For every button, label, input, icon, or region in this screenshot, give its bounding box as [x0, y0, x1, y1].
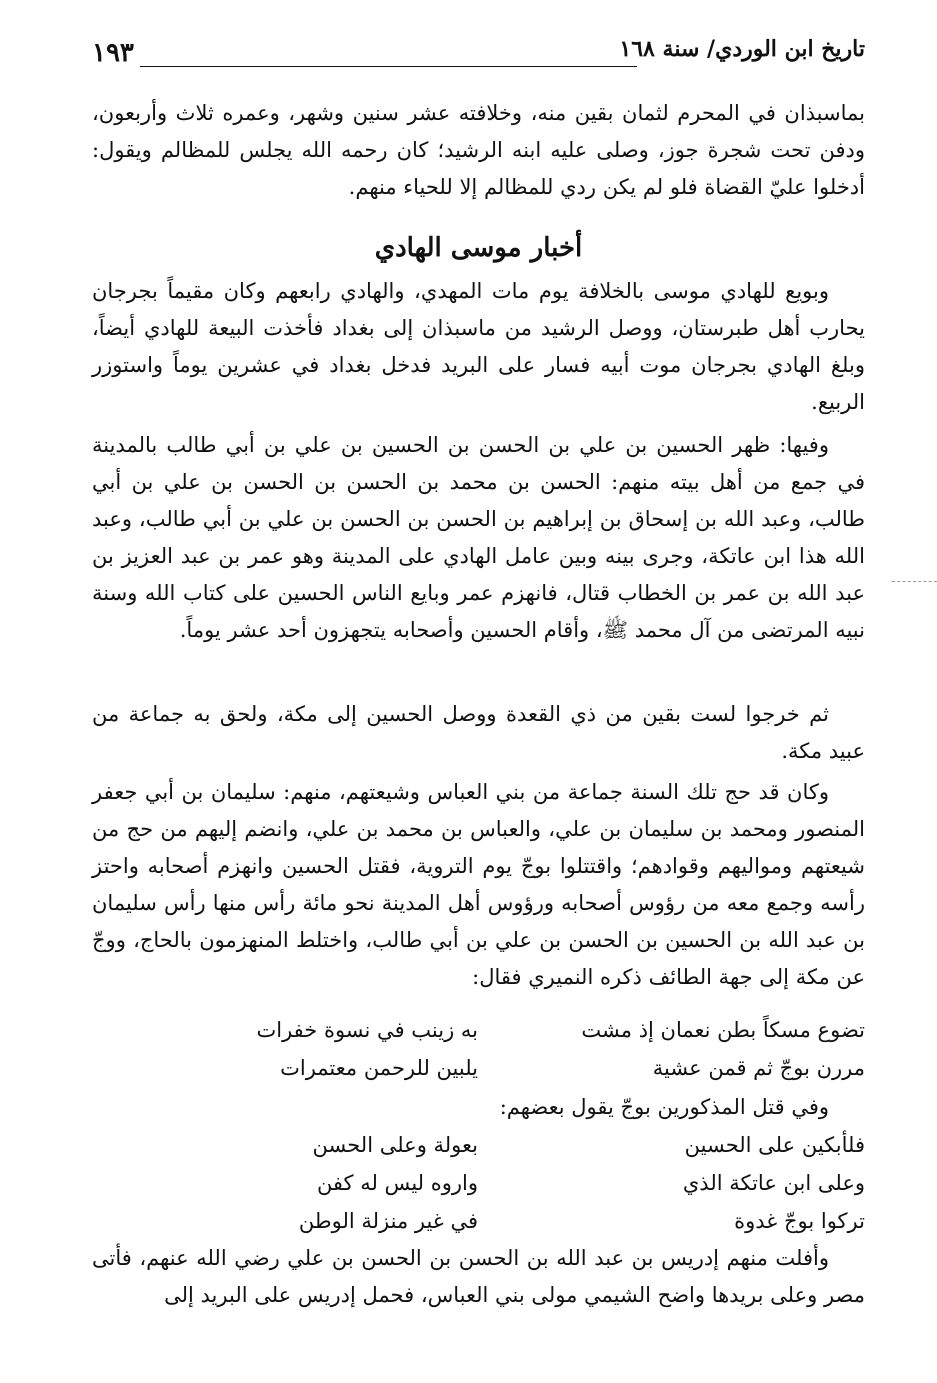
paragraph-text: ثم خرجوا لست بقين من ذي القعدة ووصل الحسين إلى مكة، ولحق به جماعة من عبيد مكة.: [92, 702, 865, 763]
paragraph-text: وفيها: ظهر الحسين بن علي بن الحسن بن الحسين بن علي بن أبي طالب بالمدينة في جمع من أهل بيته منهم: الحسن بن محمد بن الحسن بن الحسن بن علي بن أبي طالب، وعبد الله بن إسحاق بن إبراهيم بن الحسن بن الحسن بن علي بن أبي طالب، وعبد الله هذا ابن عاتكة، وجرى بينه وبين عامل الهادي على المدينة وهو عمر بن عبد العزيز بن عبد الله بن عمر بن الخطاب قتال، فانهزم عمر وبايع الناس الحسين على كتاب الله وسنة نبيه المرتضى من آل محمد ﷺ، وأقام الحسين وأصحابه يتجهزون أحد عشر يوماً.: [92, 433, 865, 642]
running-header: [92, 34, 865, 74]
verse-first-hemistich: تضوع مسكاً بطن نعمان إذ مشت: [581, 1018, 865, 1042]
verse-first-hemistich: مررن بوجّ ثم قمن عشية: [652, 1056, 865, 1080]
paragraph-text: وكان قد حج تلك السنة جماعة من بني العباس وشيعتهم، منهم: سليمان بن أبي جعفر المنصور ومحمد بن سليمان بن علي، والعباس بن محمد بن علي، وانضم إليهم من حج من شيعتهم ومواليهم وقوادهم؛ واقتتلوا بوجّ يوم التروية، فقتل الحسين وانهزم أصحابه واحتز رأسه وجمع معه من رؤوس أصحابه ورؤوس أهل المدينة نحو مائة رأس منها رأس سليمان بن عبد الله بن الحسين بن الحسن بن علي بن أبي طالب، واختلط المنهزمون بالحاج، ووجّ عن مكة إلى جهة الطائف ذكره النميري فقال:: [92, 780, 865, 989]
poem-verse: [92, 1127, 865, 1163]
verse-second-hemistich: واروه ليس له كفن: [316, 1171, 478, 1195]
scan-artifact-line: [892, 581, 937, 582]
paragraph-text: وبويع للهادي موسى بالخلافة يوم مات المهدي، والهادي رابعهم وكان مقيماً بجرجان يحارب أهل طبرستان، ووصل الرشيد من ماسبذان إلى بغداد فأخذت البيعة للهادي أيضاً، وبلغ الهادي بجرجان موت أبيه فسار على البريد فدخل بغداد في عشرين يوماً واستوزر الربيع.: [92, 279, 865, 414]
paragraph-death-of-mahdi: [92, 95, 865, 206]
poem-verse: [92, 1050, 865, 1086]
paragraph-march-to-mecca: [92, 696, 865, 770]
verse-first-hemistich: وعلى ابن عاتكة الذي: [682, 1171, 865, 1195]
paragraph-bayah-hadi: [92, 273, 865, 421]
paragraph-text: وأفلت منهم إدريس بن عبد الله بن الحسن بن الحسن بن علي رضي الله عنهم، فأتى مصر وعلى بريدها واضح الشيمي مولى بني العباس، فحمل إدريس على البريد إلى: [92, 1246, 865, 1307]
verse-second-hemistich: به زينب في نسوة خفرات: [256, 1018, 478, 1042]
verse-second-hemistich: يلبين للرحمن معتمرات: [280, 1056, 478, 1080]
paragraph-battle-fakh: [92, 774, 865, 996]
verse-second-hemistich: في غير منزلة الوطن: [298, 1209, 478, 1233]
paragraph-idris-escape: [92, 1240, 865, 1314]
poem-verse: [92, 1012, 865, 1048]
header-rule: [140, 66, 637, 67]
verse-first-hemistich: تركوا بوجّ غدوة: [734, 1209, 865, 1233]
verse-first-hemistich: فلأبكين على الحسين: [684, 1133, 865, 1157]
poem-verse: [92, 1165, 865, 1201]
paragraph-text: وفي قتل المذكورين بوجّ يقول بعضهم:: [499, 1095, 829, 1119]
paragraph-poem-intro: [92, 1089, 865, 1126]
paragraph-text: بماسبذان في المحرم لثمان بقين منه، وخلافته عشر سنين وشهر، وعمره ثلاث وأربعون، ودفن تحت شجرة جوز، وصلى عليه ابنه الرشيد؛ كان رحمه الله يجلس للمظالم ويقول: أدخلوا عليّ القضاة فلو لم يكن ردي للمظالم إلا للحياء منهم.: [92, 101, 865, 199]
section-heading: أخبار موسى الهادي: [374, 233, 583, 263]
poem-verse: [92, 1203, 865, 1239]
paragraph-husayn-revolt: [92, 427, 865, 649]
page-number: ١٩٣: [92, 38, 134, 68]
verse-second-hemistich: بعولة وعلى الحسن: [312, 1133, 478, 1157]
running-title: تاريخ ابن الوردي/ سنة ١٦٨: [619, 36, 865, 62]
